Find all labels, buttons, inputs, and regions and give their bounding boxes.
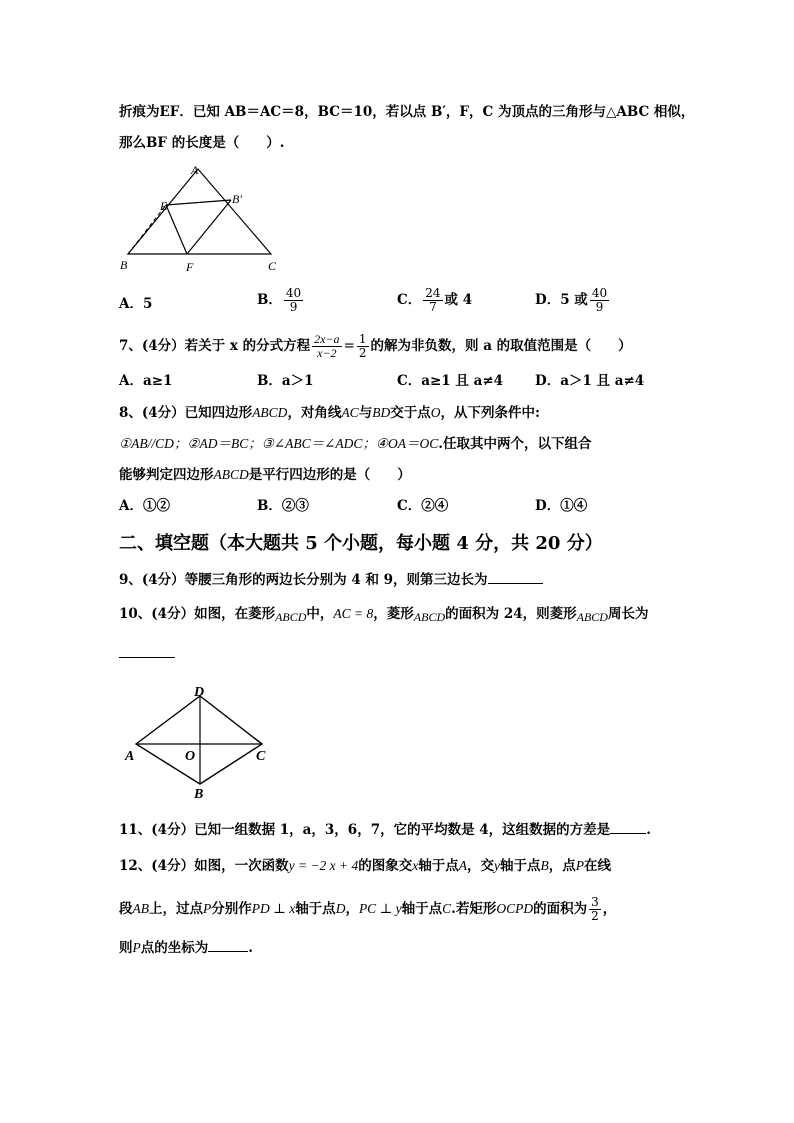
- q6-option-b: B． $\frac{40}{9}$: [257, 286, 302, 314]
- q6-line1: 折痕为EF．已知 AB＝AC＝8，BC＝10，若以点 B′，F，C 为顶点的三角形与△ABC 相似，: [119, 104, 695, 120]
- q10-label-a: A: [125, 749, 135, 764]
- q8-option-b: B．②③: [257, 498, 309, 514]
- q6-triangle-figure: [115, 162, 290, 277]
- section-heading: 二、填空题（本大题共 5 个小题，每小题 4 分，共 20 分）: [119, 533, 603, 554]
- q6-label-c: C: [268, 259, 277, 273]
- q6-label-bprime: B′: [232, 192, 242, 206]
- q10-label-o: O: [185, 749, 196, 764]
- q12-answer-blank[interactable]: [208, 937, 248, 952]
- q10-label-c: C: [256, 749, 266, 764]
- q7-option-d: D．a＞1 且 a≠4: [535, 373, 645, 389]
- q6-line2: 那么BF 的长度是（ ）.: [119, 135, 285, 151]
- q6-option-a: A．5: [119, 296, 153, 312]
- q8-option-a: A．①②: [119, 498, 170, 514]
- q11-answer-blank[interactable]: [610, 819, 646, 834]
- q9-answer-blank[interactable]: [488, 569, 543, 584]
- q7-option-b: B．a＞1: [257, 373, 314, 389]
- q12-line2: 段AB上，过点P分别作PD ⊥ x轴于点D，PC ⊥ y轴于点C.若矩形OCPD的面积为 $\frac{3}{2}$ ，: [119, 895, 617, 923]
- q12-line3: 则P点的坐标为 .: [119, 937, 253, 958]
- q6-label-a: A: [191, 163, 199, 177]
- q8-line2: ①AB//CD；②AD＝BC；③∠ABC＝∠ADC；④OA＝OC.任取其中两个，以下组合: [119, 436, 592, 452]
- q9-stem: 9、(4分）等腰三角形的两边长分别为 4 和 9，则第三边长为: [119, 569, 543, 590]
- q10-label-b: B: [194, 787, 204, 802]
- q7-option-c: C．a≥1 且 a≠4: [397, 373, 504, 389]
- q10-stem: 10、(4分）如图，在菱形ABCD中，AC = 8，菱形ABCD的面积为 24，则菱形ABCD周长为: [119, 606, 649, 624]
- q6-option-d: D．5 或 $\frac{40}{9}$: [535, 286, 608, 314]
- q10-answer-blank[interactable]: [119, 643, 175, 658]
- q6-label-f: F: [186, 260, 194, 274]
- q7-stem: 7、(4分）若关于 x 的分式方程 $\frac{2x-a}{x-2}$ = $\frac{1}{2}$ 的解为非负数，则 a 的取值范围是（ ）: [119, 332, 632, 360]
- q6-label-e: E: [160, 199, 168, 213]
- q8-line1: 8、(4分）已知四边形ABCD，对角线AC与BD交于点O，从下列条件中:: [119, 405, 540, 421]
- q8-option-d: D．①④: [535, 498, 588, 514]
- q10-rhombus-figure: [122, 682, 277, 804]
- q11-stem: 11、(4分）已知一组数据 1，a，3，6，7，它的平均数是 4，这组数据的方差是 .: [119, 819, 651, 840]
- q7-option-a: A．a≥1: [119, 373, 173, 389]
- q8-line3: 能够判定四边形ABCD是平行四边形的是（ ）: [119, 467, 411, 483]
- q10-label-d: D: [194, 685, 205, 700]
- q12-line1: 12、(4分）如图，一次函数y = −2 x + 4的图象交x轴于点A，交y轴于点B，点P在线: [119, 858, 612, 874]
- q6-option-c: C． $\frac{24}{7}$ 或 4: [397, 286, 473, 314]
- q6-label-b: B: [120, 258, 128, 272]
- q8-option-c: C．②④: [397, 498, 449, 514]
